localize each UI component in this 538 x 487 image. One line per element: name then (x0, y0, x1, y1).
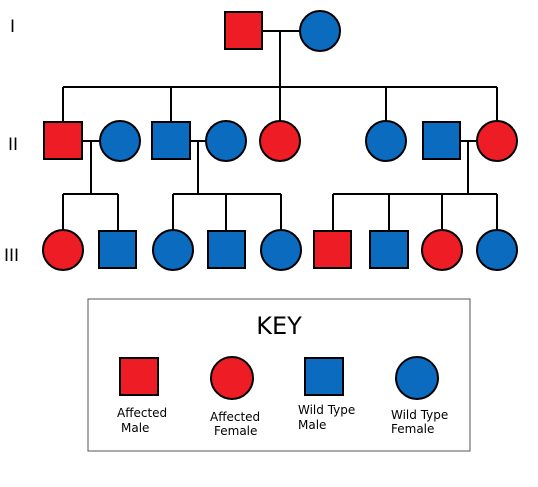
generation-label-3: III (4, 246, 20, 266)
key-affected-female-icon (211, 357, 253, 399)
wild-type-female-symbol (261, 230, 301, 270)
wild-type-male-symbol (423, 122, 460, 159)
wild-type-male-symbol (208, 231, 245, 268)
key-wild-type-female-label-2: Female (391, 422, 435, 436)
key-box (88, 299, 470, 451)
key-affected-female-label-1: Affected (210, 410, 261, 424)
wild-type-female-symbol (100, 121, 140, 161)
wild-type-female-symbol (477, 230, 517, 270)
key-wild-type-female-icon (396, 357, 438, 399)
wild-type-female-symbol (153, 230, 193, 270)
key-affected-female-label-2: Female (214, 424, 258, 438)
generation-label-1: I (10, 17, 16, 37)
affected-male-symbol (44, 122, 82, 159)
wild-type-male-symbol (370, 231, 408, 268)
wild-type-female-symbol (206, 121, 246, 161)
key-affected-male-icon (120, 358, 158, 395)
affected-female-symbol (422, 230, 462, 270)
generation-label-2: II (8, 135, 19, 155)
key-title: KEY (256, 312, 302, 340)
wild-type-female-symbol (300, 11, 340, 51)
affected-male-symbol (225, 12, 262, 49)
key-wild-type-female-label-1: Wild Type (391, 408, 449, 422)
affected-female-symbol (260, 121, 300, 161)
affected-male-symbol (314, 231, 351, 268)
key-wild-type-male-label-2: Male (298, 418, 327, 432)
key-wild-type-male-icon (305, 358, 343, 395)
key-wild-type-male-label-1: Wild Type (298, 403, 356, 417)
wild-type-male-symbol (152, 122, 190, 159)
key-affected-male-label-2: Male (121, 421, 150, 435)
affected-female-symbol (43, 230, 83, 270)
affected-female-symbol (477, 121, 517, 161)
wild-type-male-symbol (99, 231, 136, 268)
wild-type-female-symbol (366, 121, 406, 161)
key-affected-male-label-1: Affected (117, 406, 168, 420)
